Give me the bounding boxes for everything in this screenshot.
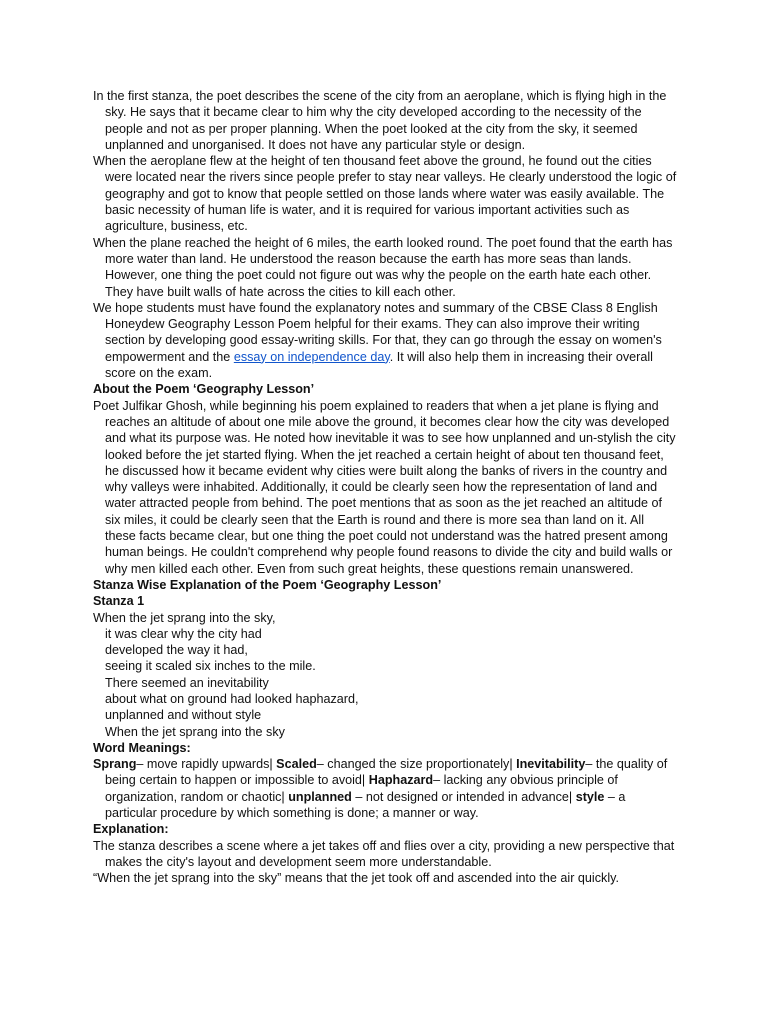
about-heading: About the Poem ‘Geography Lesson’	[93, 382, 315, 397]
term: Sprang	[93, 757, 137, 772]
term: Haphazard	[368, 773, 434, 788]
promo-paragraph	[93, 300, 677, 381]
word-meanings-paragraph	[93, 756, 677, 821]
explanation-heading: Explanation:	[93, 822, 169, 837]
explanation-paragraph-1: The stanza describes a scene where a jet takes off and flies over a city, providing a new perspective that makes the city's layout and development seem more understandable.	[93, 838, 675, 869]
poem-line: developed the way it had,	[105, 643, 248, 658]
definition: – lacking any obvious principle of organization, random or chaotic|	[105, 773, 618, 804]
poem-line: unplanned and without style	[105, 708, 262, 723]
poem-line: it was clear why the city had	[105, 626, 262, 641]
stanza-wise-heading: Stanza Wise Explanation of the Poem ‘Geography Lesson’	[93, 577, 442, 592]
poem-line: seeing it scaled six inches to the mile.	[105, 659, 316, 674]
term: Inevitability	[516, 757, 586, 772]
document-page	[93, 88, 677, 887]
stanza-1-heading: Stanza 1	[93, 594, 145, 609]
definition: – the quality of being certain to happen or impossible to avoid|	[105, 757, 668, 788]
poem-line: There seemed an inevitability	[105, 675, 269, 690]
term: style	[575, 789, 605, 804]
explanation-paragraph-2: “When the jet sprang into the sky” means that the jet took off and ascended into the air quickly.	[93, 871, 619, 886]
promo-text-before: We hope students must have found the explanatory notes and summary of the CBSE Class 8 English Honeydew Geography Lesson Poem helpful for their exams. They can also improve their writing section by developing good essay-writing skills. For that, they can go through the essay on women's empowerment and the	[93, 300, 662, 364]
definition: – move rapidly upwards|	[136, 757, 277, 772]
definition: – a particular procedure by which something is done; a manner or way.	[105, 789, 626, 821]
intro-paragraph-1: In the first stanza, the poet describes the scene of the city from an aeroplane, which is flying high in the sky. He says that it became clear to him why the city developed according to the necessity of the people and not as per proper planning. When the poet looked at the city from the sky, it seemed unplanned and unorganised. It does not have any particular style or design.	[93, 89, 667, 152]
intro-paragraph-2: When the aeroplane flew at the height of ten thousand feet above the ground, he found out the cities were located near the rivers since people prefer to stay near valleys. He clearly understood the logic of geography and got to know that people settled on those lands where water was easily available. The basic necessity of human life is water, and it is required for various important activities such as agriculture, business, etc.	[93, 154, 677, 234]
about-paragraph: Poet Julfikar Ghosh, while beginning his poem explained to readers that when a jet plane is flying and reaches an altitude of about one mile above the ground, it becomes clear how the city was developed and what its purpose was. He noted how inevitable it was to see how unplanned and un-stylish the city looked before the jet started flying. When the jet reached a certain height of about ten thousand feet, he discussed how it became evident why cities were built along the banks of rivers in the country and why valleys were inhabited. Additionally, it could be clearly seen how the representation of land and water attracted people from behind. The poet mentions that as soon as the jet reached an altitude of six miles, it could be clearly seen that the Earth is round and there is more sea than land on it. All these facts became clear, but one thing the poet could not understand was the hatred present among human beings. He couldn't comprehend why people found reasons to divide the city and build walls or why men killed each other. Even from such great heights, these questions remain unanswered.	[93, 398, 676, 576]
definition: – changed the size proportionately|	[316, 757, 517, 772]
promo-text-after: . It will also help them in increasing their overall score on the exam.	[105, 349, 653, 381]
term: Scaled	[276, 757, 317, 772]
term: unplanned	[288, 789, 352, 804]
intro-paragraph-3: When the plane reached the height of 6 miles, the earth looked round. The poet found that the earth has more water than land. He understood the reason because the earth has more seas than lands. However, one thing the poet could not figure out was why the people on the earth hate each other. They have built walls of hate across the cities to kill each other.	[93, 235, 673, 299]
definition: – not designed or intended in advance|	[351, 789, 576, 804]
word-meanings-heading: Word Meanings:	[93, 740, 191, 755]
poem-line: about what on ground had looked haphazard,	[105, 691, 359, 706]
poem-line: When the jet sprang into the sky	[105, 724, 285, 739]
poem-line: When the jet sprang into the sky,	[93, 610, 276, 625]
essay-independence-day-link[interactable]: essay on independence day	[233, 349, 390, 364]
